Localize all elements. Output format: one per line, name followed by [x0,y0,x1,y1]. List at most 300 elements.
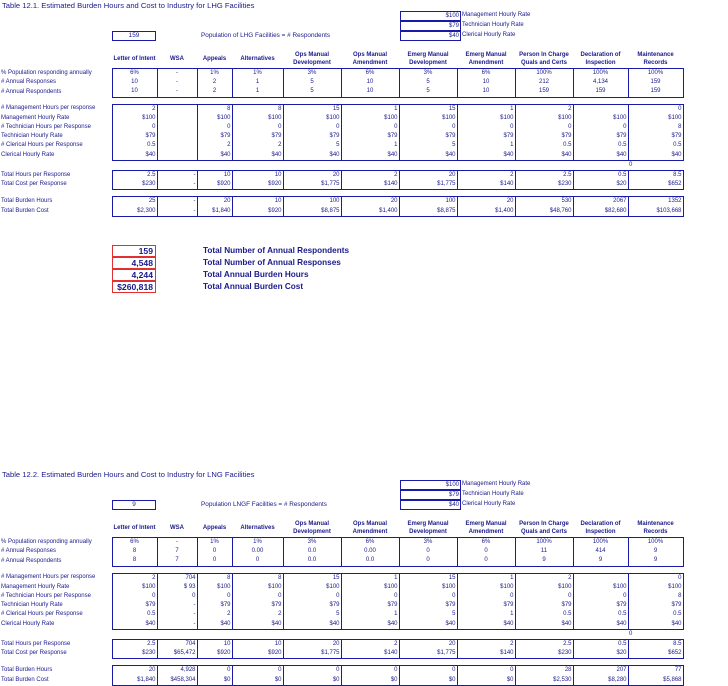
empty-cell [399,566,457,573]
empty-cell [457,629,515,639]
table-cell: $40 [112,620,157,630]
empty-cell [628,566,683,573]
table-cell: $1,840 [197,207,232,217]
table-cell: $79 [341,132,399,141]
table-cell: 2.5 [112,171,157,181]
column-header-row [0,519,683,538]
table-cell: 1 [341,141,399,150]
row-label: Total Burden Hours [1,667,53,674]
table-cell: 8 [232,104,283,114]
table-cell: 2 [112,104,157,114]
column-header: Appeals [202,525,227,531]
empty-cell [573,97,628,104]
table-cell: 4,134 [573,78,628,87]
table-cell: 9 [628,556,683,566]
empty-cell [197,566,232,573]
table-cell: $40 [628,151,683,161]
table-row [0,556,683,566]
table-cell: 0 [573,592,628,601]
table-cell: 2 [515,104,573,114]
table-cell: 0 [157,592,197,601]
column-header: Ops Manual Development [293,52,331,66]
table-title-lhg: Table 12.1. Estimated Burden Hours and Cost to Industry for LHG Facilities [2,1,255,10]
table-cell: 100% [515,69,573,79]
table-cell [573,104,628,114]
row-gap [0,659,683,666]
table-cell: 8.5 [628,640,683,650]
table-cell: 530 [515,197,573,207]
rate-label: Clerical Hourly Rate [462,501,516,507]
table-cell: $40 [232,151,283,161]
table-cell: 0.5 [573,171,628,181]
empty-cell [232,659,283,666]
table-cell: 0 [399,592,457,601]
table-title-lng: Table 12.2. Estimated Burden Hours and Cost to Industry for LNG Facilities [2,470,255,479]
empty-cell [628,97,683,104]
table-cell: $40 [341,151,399,161]
table-cell: 5 [399,78,457,87]
empty-cell [0,160,112,170]
table-cell: $140 [457,180,515,190]
column-header: WSA [170,56,184,62]
table-cell: $79 [197,601,232,610]
table-cell: 0.5 [515,141,573,150]
empty-cell [0,190,112,197]
table-cell: 1% [197,538,232,548]
table-cell: $140 [341,649,399,659]
empty-cell [197,160,232,170]
table-row [0,538,683,548]
row-label: % Population responding annually [1,69,92,76]
table-cell: 10 [112,78,157,87]
empty-cell [232,97,283,104]
empty-cell [157,190,197,197]
empty-cell [573,160,628,170]
table-cell: 10 [112,87,157,97]
table-cell: 77 [628,666,683,676]
table-cell: $40 [197,620,232,630]
empty-cell [232,629,283,639]
row-label: Total Hours per Response [1,640,71,647]
column-header: Ops Manual Amendment [352,52,388,66]
empty-cell [232,566,283,573]
table-cell: 10 [232,171,283,181]
table-cell: $79 [197,132,232,141]
table-cell: 0 [232,123,283,132]
table-cell: $8,875 [399,207,457,217]
table-cell: 10 [232,197,283,207]
table-cell: 10 [341,78,399,87]
empty-cell [197,659,232,666]
table-cell: 0 [573,123,628,132]
empty-cell [112,97,157,104]
column-header: Maintenance Records [637,521,674,535]
summary-value: 159 [112,245,156,257]
table-cell: 100% [628,69,683,79]
row-label: Technician Hourly Rate [1,602,63,609]
table-cell: 6% [341,69,399,79]
row-label: # Clerical Hours per Response [1,142,83,149]
row-label: # Management Hours per response [1,105,96,112]
table-cell: $140 [457,649,515,659]
empty-cell [515,190,573,197]
empty-cell [157,629,197,639]
row-label: Total Hours per Response [1,171,71,178]
table-cell: 3% [399,538,457,548]
table-cell: $100 [232,583,283,592]
column-header: WSA [170,525,184,531]
table-cell: $103,668 [628,207,683,217]
empty-cell [283,566,341,573]
table-cell: 8 [628,123,683,132]
table-cell: 10 [197,640,232,650]
row-label: Total Burden Cost [1,207,49,214]
empty-cell [157,659,197,666]
table-cell: $40 [283,151,341,161]
table-cell [157,114,197,123]
table-row [0,180,683,190]
table-cell: $100 [283,114,341,123]
column-header-row [0,50,683,69]
row-label: # Clerical Hours per Response [1,611,83,618]
table-cell: $1,775 [283,180,341,190]
row-gap [0,190,683,197]
empty-cell [399,190,457,197]
empty-cell [457,190,515,197]
population-box-lhg [112,31,156,41]
table-cell: $79 [341,601,399,610]
empty-cell [628,659,683,666]
table-cell: $1,775 [399,180,457,190]
row-label: Management Hourly Rate [1,114,70,121]
table-cell: $65,472 [157,649,197,659]
table-cell: $100 [197,114,232,123]
column-header: Emerg Manual Amendment [465,521,507,535]
table-cell: 414 [573,547,628,556]
table-cell: 0 [457,666,515,676]
column-header: Emerg Manual Development [407,52,449,66]
table-cell: $230 [112,649,157,659]
table-cell: 2 [197,78,232,87]
rate-value: $100 [445,13,459,19]
row-label: Management Hourly Rate [1,583,70,590]
burden-table-lng [0,519,684,686]
table-cell: $20 [573,180,628,190]
table-cell: 5 [283,141,341,150]
table-cell: $2,300 [112,207,157,217]
table-cell: 8 [112,547,157,556]
table-cell: $79 [112,132,157,141]
empty-cell [197,97,232,104]
table-cell: 6% [457,538,515,548]
table-cell: 0 [399,556,457,566]
table-row [0,197,683,207]
table-cell: $40 [515,620,573,630]
table-row [0,676,683,686]
table-cell: 2.5 [515,640,573,650]
empty-cell [399,97,457,104]
table-cell: 9 [515,556,573,566]
table-cell: 28 [515,666,573,676]
empty-cell [341,97,399,104]
table-cell: $100 [457,583,515,592]
table-cell: $40 [197,151,232,161]
table-cell: 0 [515,592,573,601]
empty-cell [283,160,341,170]
table-cell: $0 [197,676,232,686]
table-cell: 0 [283,123,341,132]
table-cell: 100 [283,197,341,207]
table-cell: 0 [112,123,157,132]
table-cell: - [157,601,197,610]
table-cell: - [157,69,197,79]
table-cell: 100% [573,69,628,79]
table-cell: 9 [573,556,628,566]
table-cell: $8,875 [283,207,341,217]
table-row [0,666,683,676]
table-row [0,610,683,619]
table-cell: 0.5 [573,640,628,650]
column-header: Emerg Manual Development [407,521,449,535]
table-cell: 2067 [573,197,628,207]
table-cell: $40 [457,620,515,630]
row-label: # Annual Respondents [1,88,62,95]
rate-value: $40 [448,33,459,39]
table-cell: $79 [112,601,157,610]
table-cell: 20 [399,171,457,181]
table-cell: 2 [457,171,515,181]
table-cell: $48,760 [515,207,573,217]
table-cell: 1 [457,573,515,583]
column-header: Alternatives [240,56,275,62]
empty-cell [283,659,341,666]
table-cell: $652 [628,649,683,659]
table-row [0,69,683,79]
table-cell: $920 [197,180,232,190]
table-cell: 0 [628,573,683,583]
empty-cell [112,190,157,197]
table-cell: 0 [457,547,515,556]
table-cell: $79 [399,601,457,610]
table-cell: 7 [157,547,197,556]
table-cell: $100 [399,114,457,123]
table-row [0,141,683,150]
table-cell: 15 [399,573,457,583]
table-cell [157,123,197,132]
column-header: Ops Manual Amendment [352,521,388,535]
table-cell: 0 [341,592,399,601]
table-row [0,573,683,583]
table-cell: 1 [341,104,399,114]
table-cell: $100 [341,583,399,592]
table-cell: 0 [399,666,457,676]
column-header: Emerg Manual Amendment [465,52,507,66]
empty-cell [232,160,283,170]
table-cell: 0.5 [515,610,573,619]
table-cell: $40 [283,620,341,630]
table-cell: - [157,620,197,630]
table-cell: 159 [628,87,683,97]
table-cell: 4,928 [157,666,197,676]
rate-value-box [400,21,461,31]
rate-value: $79 [448,23,459,29]
table-cell: $230 [515,649,573,659]
table-cell: $0 [232,676,283,686]
table-cell: 0 [515,123,573,132]
rate-value-box [400,11,461,21]
table-cell: $100 [628,114,683,123]
table-row [0,87,683,97]
table-cell: 2 [197,141,232,150]
table-cell: $20 [573,649,628,659]
table-cell: 1352 [628,197,683,207]
table-cell [157,141,197,150]
empty-cell [157,566,197,573]
summary-label: Total Annual Burden Hours [203,270,309,279]
table-cell: $100 [341,114,399,123]
table-cell: 2 [457,640,515,650]
table-cell: $79 [628,132,683,141]
table-cell: 100% [628,538,683,548]
empty-cell [112,160,157,170]
empty-cell [197,190,232,197]
table-row [0,207,683,217]
row-label: # Technician Hours per Response [1,124,91,131]
table-cell: 10 [197,171,232,181]
table-cell: 0.5 [112,141,157,150]
table-cell: 0 [457,556,515,566]
summary-label: Total Number of Annual Responses [203,258,341,267]
table-cell: 0 [232,592,283,601]
row-label: % Population responding annually [1,538,92,545]
burden-table-lhg [0,50,684,217]
empty-cell [0,97,112,104]
table-cell: $40 [399,620,457,630]
table-cell: $100 [112,114,157,123]
table-cell: 2 [232,141,283,150]
table-cell: 0.0 [341,556,399,566]
table-cell: 0.0 [283,547,341,556]
table-cell: 0 [283,592,341,601]
table-cell: 20 [283,171,341,181]
table-cell: $0 [399,676,457,686]
table-cell: 0.00 [232,547,283,556]
extra-zero-row [0,629,683,639]
table-cell: 8 [628,592,683,601]
table-cell: - [157,610,197,619]
table-row [0,547,683,556]
table-cell: 1 [341,610,399,619]
table-cell: $100 [399,583,457,592]
rate-value: $79 [448,492,459,498]
table-cell: 15 [399,104,457,114]
table-cell: 159 [515,87,573,97]
row-gap [0,566,683,573]
column-header: Declaration of Inspection [580,52,621,66]
empty-cell [515,160,573,170]
table-cell: 2 [341,171,399,181]
table-cell: $79 [457,132,515,141]
table-cell: $652 [628,180,683,190]
empty-cell [0,566,112,573]
table-row [0,601,683,610]
table-cell: $920 [232,207,283,217]
table-cell: 8 [112,556,157,566]
table-cell: 20 [457,197,515,207]
table-cell: $230 [515,180,573,190]
row-label: Clerical Hourly Rate [1,620,55,627]
empty-cell [283,190,341,197]
table-cell: $1,400 [457,207,515,217]
table-cell: $79 [283,601,341,610]
table-cell: 5 [399,87,457,97]
empty-cell [112,629,157,639]
table-cell: 2 [197,610,232,619]
row-label: Total Burden Cost [1,676,49,683]
table-cell [157,151,197,161]
table-cell: - [157,87,197,97]
table-cell: 6% [457,69,515,79]
rate-label: Management Hourly Rate [462,481,531,487]
empty-cell [283,629,341,639]
table-cell: $79 [573,132,628,141]
table-cell: $82,680 [573,207,628,217]
table-row [0,114,683,123]
table-cell: $100 [515,114,573,123]
table-cell: $100 [628,583,683,592]
table-cell: - [157,78,197,87]
table-cell: 2.5 [112,640,157,650]
table-cell: 1% [232,538,283,548]
table-cell: 704 [157,640,197,650]
empty-cell [0,629,112,639]
table-cell: 8 [232,573,283,583]
extra-zero-cell: 0 [629,161,633,168]
table-cell: 1 [341,573,399,583]
empty-cell [341,629,399,639]
empty-cell [573,190,628,197]
table-cell: 10 [232,640,283,650]
table-cell: 20 [283,640,341,650]
table-cell: 0 [457,123,515,132]
table-cell: $79 [232,132,283,141]
column-header: Alternatives [240,525,275,531]
table-row [0,104,683,114]
row-gap [0,97,683,104]
table-cell: 6% [112,69,157,79]
table-cell: $0 [341,676,399,686]
rate-value-box [400,500,461,510]
empty-cell [457,659,515,666]
table-cell: 15 [283,104,341,114]
rate-value: $100 [445,482,459,488]
table-cell: $79 [573,601,628,610]
population-label-lhg: Population of LHG Facilities = # Respondents [201,32,331,39]
column-header: Person In Charge Quals and Certs [519,52,569,66]
empty-cell [573,659,628,666]
table-cell: $1,775 [283,649,341,659]
empty-cell [515,659,573,666]
table-cell: $100 [232,114,283,123]
empty-cell [457,160,515,170]
table-cell: - [157,538,197,548]
table-cell: 212 [515,78,573,87]
table-cell: 20 [112,666,157,676]
row-label: # Technician Hours per Response [1,593,91,600]
table-cell: 0 [232,556,283,566]
table-cell: - [157,180,197,190]
row-label: Total Burden Hours [1,198,53,205]
